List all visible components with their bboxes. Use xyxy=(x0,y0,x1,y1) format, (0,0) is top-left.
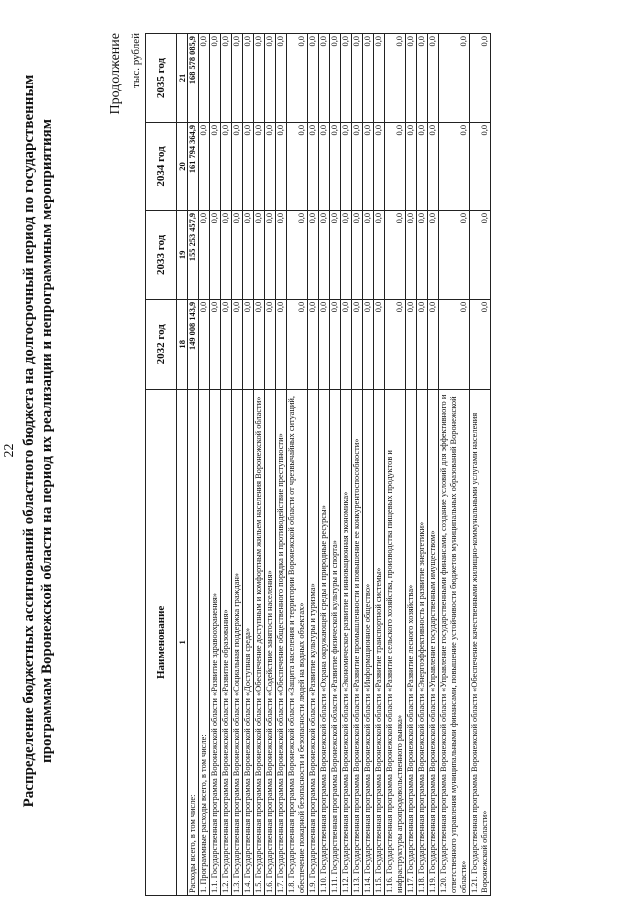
row-name: 1.15. Государственная программа Воронежской области «Развитие транспортной системы» xyxy=(374,389,385,895)
row-value: 0,0 xyxy=(308,34,319,123)
row-value: 0,0 xyxy=(470,34,491,123)
row-value: 0,0 xyxy=(210,299,221,389)
row-value: 0,0 xyxy=(265,210,276,299)
header-2035: 2035 год xyxy=(146,34,177,123)
header-name: Наименование xyxy=(146,389,177,895)
row-name: 1.12. Государственная программа Воронежской области «Экономическое развитие и инновационная экономика» xyxy=(341,389,352,895)
row-value: 0,0 xyxy=(417,122,428,210)
row-value: 0,0 xyxy=(363,299,374,389)
table-row xyxy=(385,34,406,896)
row-value: 0,0 xyxy=(276,210,287,299)
row-value: 0,0 xyxy=(439,210,470,299)
header-row xyxy=(146,34,177,896)
col-number: 20 xyxy=(177,122,188,210)
table-row xyxy=(210,34,221,896)
row-value: 0,0 xyxy=(406,122,417,210)
table-row xyxy=(265,34,276,896)
row-value: 0,0 xyxy=(221,299,232,389)
table-row xyxy=(406,34,417,896)
row-value: 0,0 xyxy=(232,122,243,210)
row-value: 0,0 xyxy=(341,122,352,210)
table-row xyxy=(439,34,470,896)
table-row xyxy=(188,34,199,896)
row-value: 0,0 xyxy=(221,210,232,299)
row-name: 1.7. Государственная программа Воронежской области «Обеспечение общественного порядка и противодействие преступности» xyxy=(276,389,287,895)
row-value: 0,0 xyxy=(210,122,221,210)
header-2033: 2033 год xyxy=(146,210,177,299)
row-value: 0,0 xyxy=(470,210,491,299)
row-value: 161 794 364,9 xyxy=(188,122,199,210)
row-value: 0,0 xyxy=(199,299,210,389)
row-value: 0,0 xyxy=(385,122,406,210)
row-value: 149 008 143,9 xyxy=(188,299,199,389)
row-value: 0,0 xyxy=(330,299,341,389)
row-value: 0,0 xyxy=(243,122,254,210)
row-value: 0,0 xyxy=(363,34,374,123)
row-value: 0,0 xyxy=(308,210,319,299)
row-value: 0,0 xyxy=(428,34,439,123)
row-value: 0,0 xyxy=(374,122,385,210)
row-name: 1.19. Государственная программа Воронежской области «Управление государственным имуществом» xyxy=(428,389,439,895)
row-value: 0,0 xyxy=(265,122,276,210)
row-value: 0,0 xyxy=(341,210,352,299)
row-value: 0,0 xyxy=(243,34,254,123)
table-row xyxy=(330,34,341,896)
row-value: 0,0 xyxy=(308,299,319,389)
row-value: 0,0 xyxy=(210,210,221,299)
table-row xyxy=(363,34,374,896)
row-value: 0,0 xyxy=(254,299,265,389)
row-value: 0,0 xyxy=(406,299,417,389)
col-number: 1 xyxy=(177,389,188,895)
table-row xyxy=(319,34,330,896)
row-name: 1.10. Государственная программа Воронежской области «Охрана окружающей среды и природные ресурсы» xyxy=(319,389,330,895)
row-value: 0,0 xyxy=(265,34,276,123)
row-value: 0,0 xyxy=(439,122,470,210)
row-value: 0,0 xyxy=(232,210,243,299)
table-row xyxy=(254,34,265,896)
row-name: 1.21. Государственная программа Воронежской области «Обеспечение качественными жилищно-коммунальными услугами населения Воронежской области» xyxy=(470,389,491,895)
row-value: 0,0 xyxy=(276,34,287,123)
row-name: 1.11. Государственная программа Воронежской области «Развитие физической культуры и спорта» xyxy=(330,389,341,895)
row-value: 0,0 xyxy=(352,210,363,299)
row-value: 0,0 xyxy=(439,34,470,123)
col-number: 18 xyxy=(177,299,188,389)
row-value: 0,0 xyxy=(243,299,254,389)
row-value: 0,0 xyxy=(232,34,243,123)
row-value: 0,0 xyxy=(319,122,330,210)
table-row xyxy=(232,34,243,896)
units-label: тыс. рублей xyxy=(130,33,142,88)
table-row xyxy=(308,34,319,896)
table-row xyxy=(199,34,210,896)
row-value: 0,0 xyxy=(341,34,352,123)
table-row xyxy=(221,34,232,896)
row-value: 0,0 xyxy=(330,122,341,210)
row-value: 0,0 xyxy=(221,122,232,210)
row-value: 0,0 xyxy=(352,122,363,210)
row-name: 1.3. Государственная программа Воронежской области «Социальная поддержка граждан» xyxy=(232,389,243,895)
row-name: 1.4. Государственная программа Воронежской области «Доступная среда» xyxy=(243,389,254,895)
row-value: 0,0 xyxy=(330,210,341,299)
row-value: 0,0 xyxy=(428,210,439,299)
row-value: 0,0 xyxy=(276,299,287,389)
table-row xyxy=(428,34,439,896)
header-2032: 2032 год xyxy=(146,299,177,389)
row-value: 0,0 xyxy=(232,299,243,389)
row-value: 0,0 xyxy=(406,34,417,123)
table-row xyxy=(243,34,254,896)
row-value: 0,0 xyxy=(199,210,210,299)
header-2034: 2034 год xyxy=(146,122,177,210)
row-value: 0,0 xyxy=(319,34,330,123)
col-number: 21 xyxy=(177,34,188,123)
table-row xyxy=(352,34,363,896)
row-value: 0,0 xyxy=(254,210,265,299)
table-row xyxy=(417,34,428,896)
row-value: 0,0 xyxy=(406,210,417,299)
table-row xyxy=(341,34,352,896)
row-name: 1.8. Государственная программа Воронежской области «Защита населения и территории Воронежской области от чрезвычайных ситуаций, обеспечение пожарной безопасности и безопасности людей на водных объектах» xyxy=(287,389,308,895)
row-value: 0,0 xyxy=(265,299,276,389)
row-value: 0,0 xyxy=(470,299,491,389)
row-value: 0,0 xyxy=(287,210,308,299)
continuation-label: Продолжение xyxy=(108,33,123,115)
row-value: 0,0 xyxy=(254,122,265,210)
row-value: 0,0 xyxy=(287,34,308,123)
row-value: 155 253 457,9 xyxy=(188,210,199,299)
row-value: 0,0 xyxy=(243,210,254,299)
row-name: 1.17. Государственная программа Воронежской области «Развитие лесного хозяйства» xyxy=(406,389,417,895)
row-value: 0,0 xyxy=(287,122,308,210)
row-value: 0,0 xyxy=(319,210,330,299)
row-name: 1. Программные расходы всего, в том числе: xyxy=(199,389,210,895)
row-value: 0,0 xyxy=(352,299,363,389)
row-value: 0,0 xyxy=(385,34,406,123)
row-value: 0,0 xyxy=(417,299,428,389)
table-row xyxy=(374,34,385,896)
row-value: 0,0 xyxy=(210,34,221,123)
row-value: 0,0 xyxy=(363,210,374,299)
row-value: 0,0 xyxy=(276,122,287,210)
row-value: 168 578 085,9 xyxy=(188,34,199,123)
col-number: 19 xyxy=(177,210,188,299)
row-name: 1.16. Государственная программа Воронежской области «Развитие сельского хозяйства, производства пищевых продуктов и инфраструктуры агропродовольственного рынка» xyxy=(385,389,406,895)
row-value: 0,0 xyxy=(417,210,428,299)
row-value: 0,0 xyxy=(308,122,319,210)
row-value: 0,0 xyxy=(287,299,308,389)
row-value: 0,0 xyxy=(363,122,374,210)
row-value: 0,0 xyxy=(417,34,428,123)
row-value: 0,0 xyxy=(352,34,363,123)
row-value: 0,0 xyxy=(374,34,385,123)
row-name: 1.18. Государственная программа Воронежской области «Энергоэффективность и развитие энергетики» xyxy=(417,389,428,895)
row-value: 0,0 xyxy=(439,299,470,389)
row-name: Расходы всего, в том числе: xyxy=(188,389,199,895)
table-row xyxy=(470,34,491,896)
row-value: 0,0 xyxy=(428,299,439,389)
row-value: 0,0 xyxy=(374,210,385,299)
row-value: 0,0 xyxy=(385,210,406,299)
table-row xyxy=(287,34,308,896)
page-number: 22 xyxy=(2,443,17,458)
row-name: 1.6. Государственная программа Воронежской области «Содействие занятости населения» xyxy=(265,389,276,895)
row-value: 0,0 xyxy=(199,122,210,210)
row-value: 0,0 xyxy=(428,122,439,210)
row-value: 0,0 xyxy=(221,34,232,123)
row-value: 0,0 xyxy=(374,299,385,389)
row-value: 0,0 xyxy=(319,299,330,389)
row-value: 0,0 xyxy=(385,299,406,389)
row-name: 1.20. Государственная программа Воронежской области «Управление государственными финансами, создание условий для эффективного и ответственного управления муниципальными финансами, повышение устойчивости бюджетов муниципальных образований Воронежской области» xyxy=(439,389,470,895)
row-name: 1.1. Государственная программа Воронежской области «Развитие здравоохранения» xyxy=(210,389,221,895)
row-name: 1.5. Государственная программа Воронежской области «Обеспечение доступным и комфортным жильем населения Воронежской области» xyxy=(254,389,265,895)
row-value: 0,0 xyxy=(254,34,265,123)
document-title: Распределение бюджетных ассигнований областного бюджета на долгосрочный период по государственным программам Воронежской области на период их реализации и непрограммным мероприятиям xyxy=(21,74,55,808)
row-name: 1.9. Государственная программа Воронежской области «Развитие культуры и туризма» xyxy=(308,389,319,895)
row-value: 0,0 xyxy=(199,34,210,123)
row-value: 0,0 xyxy=(330,34,341,123)
row-name: 1.13. Государственная программа Воронежской области «Развитие промышленности и повышение ее конкурентоспособности» xyxy=(352,389,363,895)
budget-table xyxy=(145,33,491,896)
table-row xyxy=(276,34,287,896)
table-body xyxy=(188,34,491,896)
row-name: 1.2. Государственная программа Воронежской области «Развитие образования» xyxy=(221,389,232,895)
row-name: 1.14. Государственная программа Воронежской области «Информационное общество» xyxy=(363,389,374,895)
row-value: 0,0 xyxy=(341,299,352,389)
column-number-row xyxy=(177,34,188,896)
row-value: 0,0 xyxy=(470,122,491,210)
